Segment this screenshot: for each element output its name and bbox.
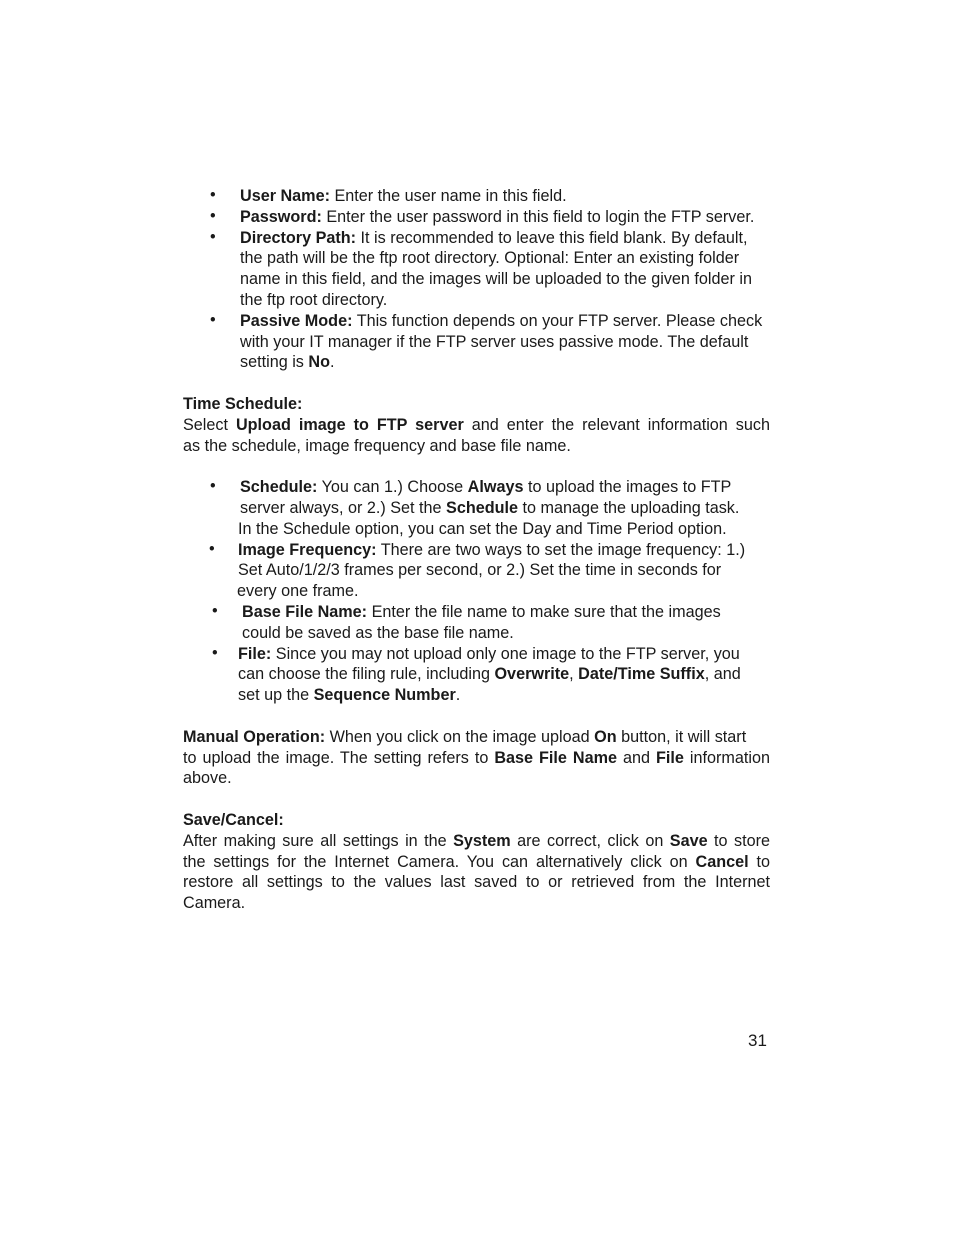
- text: After making sure all settings in the: [183, 831, 454, 850]
- item-bold: No: [308, 353, 330, 372]
- bold-text: Cancel: [695, 852, 749, 871]
- item-text: name in this field, and the images will be uploaded to the given folder in: [240, 270, 753, 289]
- section-manual-operation: [183, 727, 770, 789]
- text: are correct, click on: [510, 831, 670, 850]
- list-item-password: [183, 207, 770, 228]
- page-number: 31: [748, 1031, 767, 1050]
- list-item-passive-mode: [183, 311, 770, 373]
- bullet: •: [209, 539, 215, 558]
- item-label: Base File Name:: [242, 602, 368, 621]
- section-save-cancel: [183, 810, 770, 914]
- item-text: could be saved as the base file name.: [242, 623, 514, 642]
- text: Camera.: [183, 894, 246, 913]
- text: the settings for the Internet Camera. You can alternatively click on: [183, 852, 696, 871]
- text: to: [748, 852, 770, 871]
- bullet: •: [212, 643, 218, 662]
- item-text: Enter the user password in this field to login the FTP server.: [326, 207, 755, 226]
- item-label: Schedule:: [240, 478, 318, 497]
- list-item-user-name: [183, 186, 770, 207]
- item-bold: Schedule: [446, 498, 518, 517]
- list-item-base-file-name: [183, 602, 770, 644]
- bold-text: System: [453, 831, 511, 850]
- text: and enter the relevant information such: [463, 415, 770, 434]
- item-bold: Always: [467, 478, 524, 497]
- item-text: Since you may not upload only one image to the FTP server, you: [275, 644, 740, 663]
- item-text: Enter the user name in this field.: [334, 187, 567, 205]
- text: and: [617, 748, 657, 767]
- page-body: [183, 186, 770, 914]
- section-heading: Save/Cancel:: [183, 810, 284, 829]
- list-item-file: [183, 644, 770, 706]
- item-label: Directory Path:: [240, 228, 357, 247]
- bullet: •: [210, 310, 216, 329]
- item-text: the path will be the ftp root directory. Optional: Enter an existing folder: [240, 249, 740, 268]
- bullet: •: [210, 206, 216, 225]
- item-label: Password:: [240, 207, 322, 226]
- item-text: It is recommended to leave this field blank. By default,: [360, 228, 748, 247]
- text: button, it will start: [616, 727, 747, 746]
- bold-text: Base File Name: [494, 748, 618, 767]
- item-text: ,: [569, 665, 579, 684]
- item-text: In the Schedule option, you can set the Day and Time Period option.: [238, 519, 727, 538]
- item-label: User Name:: [240, 187, 330, 205]
- item-text: the ftp root directory.: [240, 290, 388, 309]
- item-text: .: [455, 686, 461, 705]
- item-bold: Overwrite: [494, 665, 570, 684]
- bullet: •: [210, 477, 216, 496]
- item-text: with your IT manager if the FTP server uses passive mode. The default: [240, 332, 749, 351]
- section-heading: Manual Operation:: [183, 727, 326, 746]
- section-heading: Time Schedule:: [183, 394, 303, 413]
- text: restore all settings to the values last saved to or retrieved from the Internet: [183, 873, 770, 892]
- item-text: Enter the file name to make sure that the images: [371, 602, 721, 621]
- list-item-schedule: [183, 477, 770, 539]
- bullet: •: [210, 227, 216, 246]
- item-text: every one frame.: [237, 582, 359, 601]
- bullet: •: [212, 601, 218, 620]
- text: When you click on the image upload: [325, 727, 595, 746]
- bold-text: On: [594, 727, 617, 746]
- item-text: This function depends on your FTP server. Please check: [356, 311, 763, 330]
- item-text: , and: [704, 665, 741, 684]
- item-label: Image Frequency:: [238, 540, 377, 559]
- item-text: setting is: [240, 353, 309, 372]
- text: to store: [707, 831, 770, 850]
- bold-text: Upload image to FTP server: [235, 415, 464, 434]
- text: as the schedule, image frequency and base file name.: [183, 436, 571, 455]
- item-bold: Sequence Number: [313, 686, 456, 705]
- item-label: File:: [238, 644, 272, 663]
- text: information: [683, 748, 770, 767]
- item-text: can choose the filing rule, including: [238, 665, 495, 684]
- item-text: You can 1.) Choose: [321, 478, 468, 497]
- list-item-image-frequency: [183, 540, 770, 602]
- section-time-schedule: [183, 394, 770, 456]
- item-text: .: [329, 353, 335, 372]
- item-text: to manage the uploading task.: [518, 498, 740, 517]
- item-text: to upload the images to FTP: [523, 478, 732, 497]
- item-text: server always, or 2.) Set the: [240, 498, 447, 517]
- item-text: set up the: [238, 686, 314, 705]
- item-label: Passive Mode:: [240, 311, 353, 330]
- bullet: •: [210, 186, 216, 204]
- text: to upload the image. The setting refers to: [183, 748, 495, 767]
- bold-text: File: [656, 748, 684, 767]
- list-item-directory-path: [183, 228, 770, 311]
- item-text: Set Auto/1/2/3 frames per second, or 2.) Set the time in seconds for: [238, 561, 722, 580]
- bold-text: Save: [669, 831, 708, 850]
- item-bold: Date/Time Suffix: [578, 665, 705, 684]
- text: Select: [183, 415, 236, 434]
- item-text: There are two ways to set the image frequency: 1.): [380, 540, 746, 559]
- text: above.: [183, 769, 232, 788]
